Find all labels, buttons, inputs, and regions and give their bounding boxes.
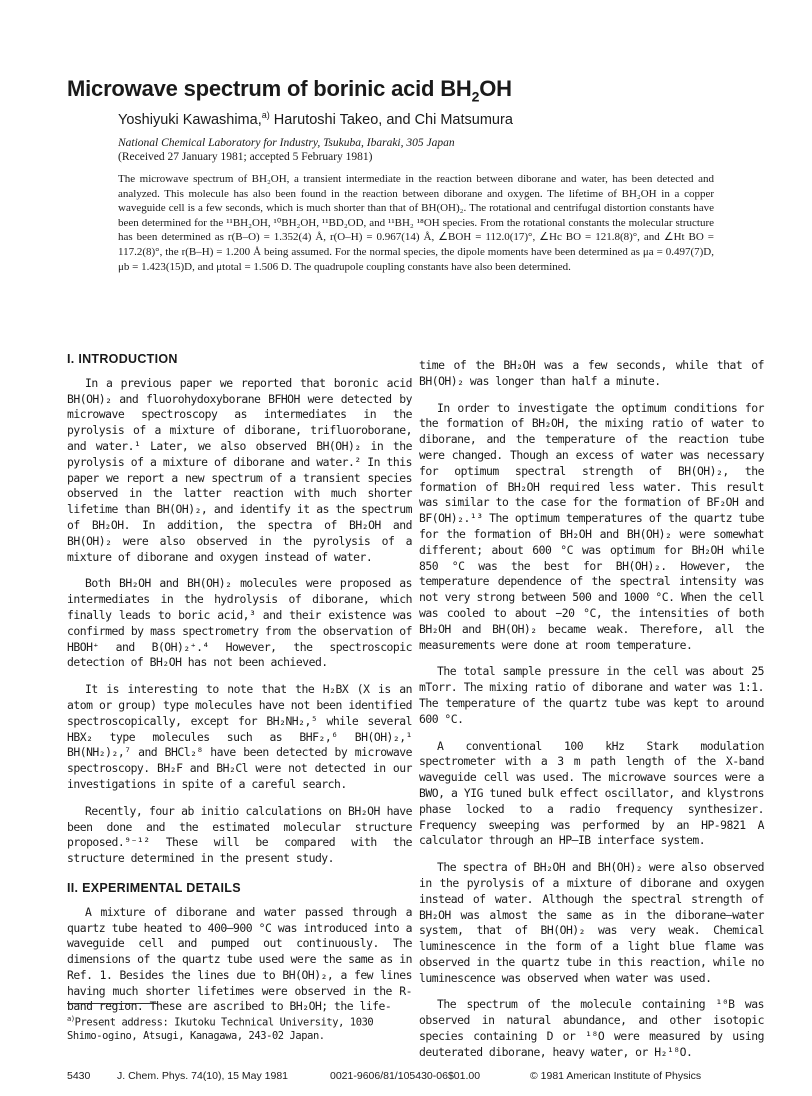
copyright: © 1981 American Institute of Physics — [530, 1070, 702, 1082]
page-number: 5430 — [67, 1070, 91, 1082]
paragraph: The spectra of BH₂OH and BH(OH)₂ were also observed in the pyrolysis of a mixture of diborane and oxygen instead of water. Although the spectral strength of BH₂OH was almost the same as in the diborane–water system, that of BH(OH)₂ was very weak. Chemical luminescence in the form of a light blue flame was observed in the quartz tube in this reaction, while no luminescence was observed when water was used. — [419, 860, 764, 985]
paragraph: time of the BH₂OH was a few seconds, while that of BH(OH)₂ was longer than half a minute. — [419, 358, 764, 388]
author-first: Yoshiyuki Kawashima, — [118, 111, 262, 128]
footnote-divider — [67, 1003, 157, 1004]
footnote-text: Present address: Ikutoku Technical University, 1030 Shimo-ogino, Atsugi, Kanagawa, 243-02 Japan. — [67, 1016, 374, 1043]
title-text-end: OH — [479, 76, 512, 101]
paragraph: Recently, four ab initio calculations on BH₂OH have been done and the estimated molecular structure proposed.⁹⁻¹² These will be compared with the structure determined in the present study. — [67, 803, 412, 866]
author-footnote-mark: a) — [261, 110, 270, 120]
paper-title — [67, 76, 512, 104]
paragraph: A conventional 100 kHz Stark modulation spectrometer with a 3 m path length of the X-band waveguide cell was used. The microwave sources were a BWO, a YIG tuned bulk effect oscillator, and klystrons phase locked to a radio frequency synthesizer. Frequency sweeping was performed by an HP-9821 A calculator through an HP–IB interface system. — [419, 738, 764, 848]
footnote-mark: a) — [67, 1015, 75, 1023]
paragraph: Both BH₂OH and BH(OH)₂ molecules were proposed as intermediates in the hydrolysis of diborane, which finally leads to boric acid,³ and their existence was confirmed by mass spectrometry from the observation of HBOH⁺ and B(OH)₂⁺.⁴ However, the spectroscopic detection of BH₂OH has not been achieved. — [67, 576, 412, 670]
paragraph: In order to investigate the optimum conditions for the formation of BH₂OH, the mixing ratio of water to diborane, and the temperature of the reaction tube were changed. Though an excess of water was necessary for optimum spectral strength of BH(OH)₂, the formation of BH₂OH required less water. This result was similar to the case for the formation of BF₂OH and BF(OH)₂.¹³ The optimum temperatures of the quartz tube for the formation of BH₂OH and BH(OH)₂ were somewhat different; about 600 °C was optimum for BH₂OH while 850 °C was the best for BH(OH)₂. However, the temperature dependence of the spectral intensity was not very strong between 500 and 1000 °C. When the cell was cooled to about −20 °C, the intensities of both BH₂OH and BH(OH)₂ became weak. Therefore, all the measurements were done at room temperature. — [419, 400, 764, 652]
paragraph: The spectrum of the molecule containing ¹⁰B was observed in natural abundance, and other isotopic species containing D or ¹⁸O were measured by using deuterated diborane, heavy water, or H₂¹⁸O. — [419, 997, 764, 1059]
affiliation: National Chemical Laboratory for Industry, Tsukuba, Ibaraki, 305 Japan — [118, 137, 455, 149]
right-column — [419, 358, 764, 1072]
author-rest: Harutoshi Takeo, and Chi Matsumura — [269, 111, 513, 128]
author-list — [118, 110, 513, 128]
paragraph: It is interesting to note that the H₂BX (X is an atom or group) type molecules have not been identified spectroscopically, except for BH₂NH₂,⁵ while several HBX₂ type molecules such as BHF₂,⁶ BH(OH)₂,¹ BH(NH₂)₂,⁷ and BHCl₂⁸ have been detected by microwave spectroscopy. BH₂F and BH₂Cl were not detected in our investigations in spite of a careful search. — [67, 682, 412, 791]
title-subscript: 2 — [471, 88, 480, 105]
left-column — [67, 350, 412, 1026]
journal-citation: J. Chem. Phys. 74(10), 15 May 1981 — [117, 1070, 288, 1082]
footnote — [67, 1012, 412, 1043]
section-heading-introduction: I. INTRODUCTION — [67, 352, 178, 366]
received-dates: (Received 27 January 1981; accepted 5 February 1981) — [118, 151, 373, 163]
paragraph: In a previous paper we reported that boronic acid BH(OH)₂ and fluorohydoxyborane BFHOH were detected by microwave spectroscopy as intermediates in the pyrolysis of a mixture of diborane, trifluoroborane, and water.¹ Later, we also observed BH(OH)₂ in the pyrolysis of a mixture of diborane and water.² In this paper we report a new spectrum of a transient species observed in the latter reaction with much shorter lifetime than BH(OH)₂, and identify it as the spectrum of BH₂OH. In addition, the spectra of BH₂OH and BH(OH)₂ were also observed in the pyrolysis of a mixture of diborane and oxygen instead of water. — [67, 375, 412, 564]
section-heading-experimental: II. EXPERIMENTAL DETAILS — [67, 880, 241, 895]
abstract: The microwave spectrum of BH₂OH, a transient intermediate in the reaction between diborane and water, has been detected and analyzed. This molecule has also been found in the reaction between diborane and oxygen. The lifetime of BH₂OH in a copper waveguide cell is a few seconds, which is much shorter than that of BH(OH)₂. The rotational and centrifugal distortion constants have been determined for the ¹¹BH₂OH, ¹⁰BH₂OH, ¹¹BD₂OD, and ¹¹BH₂ ¹⁸OH species. From the rotational constants the molecular structure has been determined as r(B–O) = 1.352(4) Å, r(O–H) = 0.967(14) Å, ∠BOH = 112.0(17)°, ∠Hc BO = 121.8(8)°, and ∠Ht BO = 117.2(8)°, the r(B–H) = 1.200 Å being assumed. For the normal species, the dipole moments have been determined as μa = 0.497(7)D, μb = 1.423(15)D, and μtotal = 1.506 D. The quadrupole coupling constants have also been determined. — [118, 173, 714, 273]
article-code: 0021-9606/81/105430-06$01.00 — [330, 1070, 481, 1082]
paragraph: The total sample pressure in the cell was about 25 mTorr. The mixing ratio of diborane and water was 1:1. The temperature of the quartz tube was kept to around 600 °C. — [419, 664, 764, 726]
title-text: Microwave spectrum of borinic acid BH — [67, 76, 472, 101]
paragraph: A mixture of diborane and water passed through a quartz tube heated to 400–900 °C was introduced into a waveguide cell and pumped out continuously. The dimensions of the quartz tube used were the same as in Ref. 1. Besides the lines due to BH(OH)₂, a few lines having much shorter lifetimes were observed in the R-band region. These are ascribed to BH₂OH; the life- — [67, 904, 412, 1014]
